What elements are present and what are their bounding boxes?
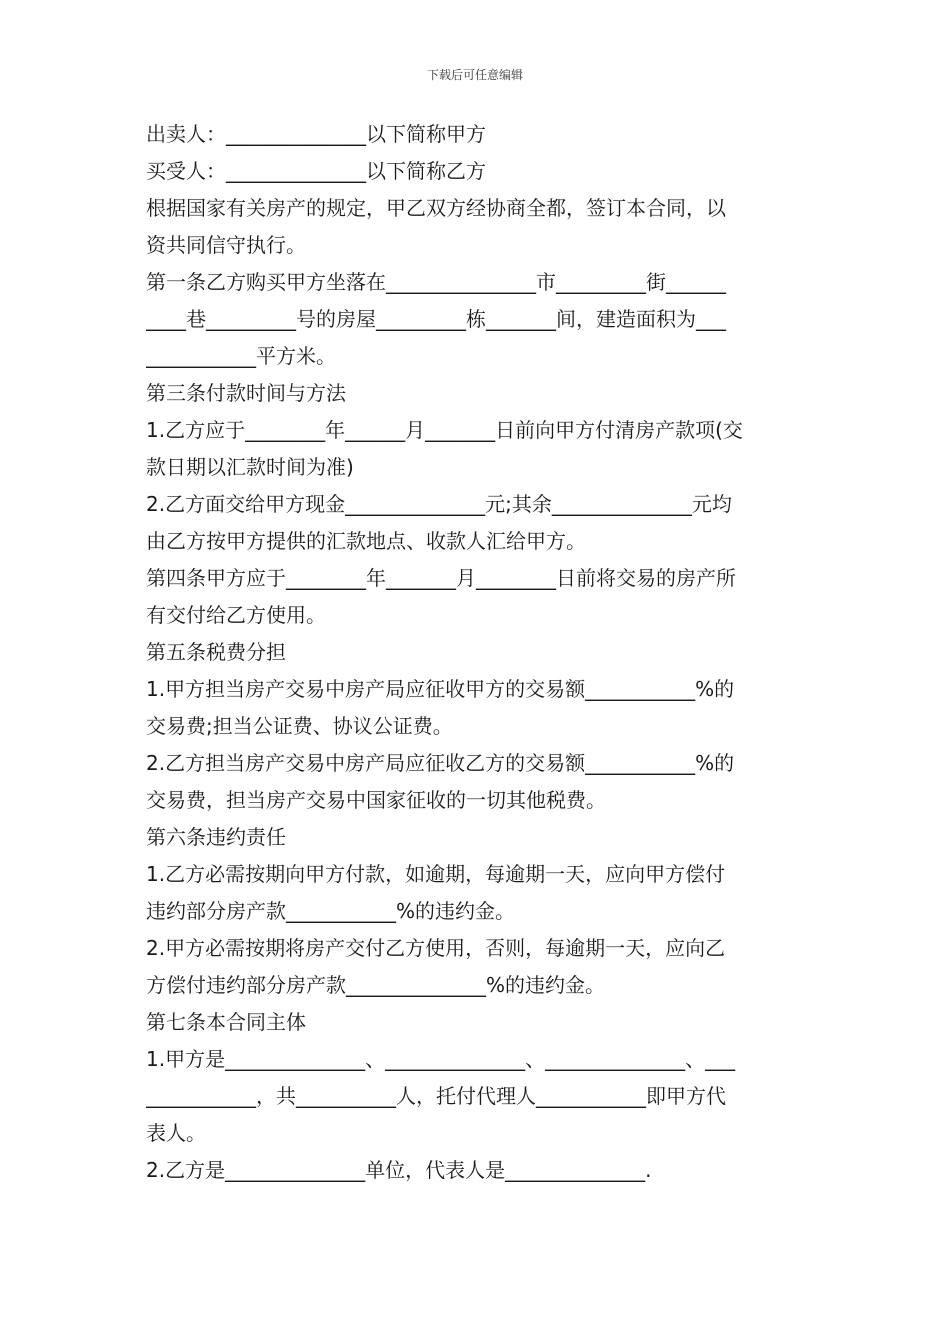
contract-line: 由乙方按甲方提供的汇款地点、收款人汇给甲方。: [146, 529, 586, 553]
contract-line: 表人。: [146, 1121, 206, 1145]
contract-line: 第六条违约责任: [146, 825, 286, 849]
contract-line: 资共同信守执行。: [146, 233, 306, 257]
contract-line: ___________平方米。: [146, 344, 336, 368]
contract-line: 第五条税费分担: [146, 640, 286, 664]
contract-line: 第四条甲方应于________年_______月________日前将交易的房产所: [146, 566, 736, 590]
contract-line: 2.甲方必需按期将房产交付乙方使用，否则，每逾期一天，应向乙: [146, 936, 726, 960]
contract-line: 1.甲方是______________、______________、______________、___: [146, 1047, 736, 1071]
contract-line: 违约部分房产款___________%的违约金。: [146, 899, 516, 923]
contract-line: 第一条乙方购买甲方坐落在_______________市_________街______: [146, 270, 726, 294]
contract-line: 2.乙方担当房产交易中房产局应征收乙方的交易额___________%的: [146, 751, 735, 775]
contract-line: ____巷_________号的房屋_________栋_______间，建造面积为___: [146, 307, 726, 331]
contract-line: 出卖人：______________以下简称甲方: [146, 122, 486, 146]
contract-line: 根据国家有关房产的规定，甲乙双方经协商全都，签订本合同，以: [146, 196, 726, 220]
contract-line: 1.甲方担当房产交易中房产局应征收甲方的交易额___________%的: [146, 677, 735, 701]
contract-line: 第七条本合同主体: [146, 1010, 306, 1034]
contract-line: 交易费;担当公证费、协议公证费。: [146, 714, 453, 738]
contract-line: 方偿付违约部分房产款______________%的违约金。: [146, 973, 606, 997]
contract-line: ___________，共__________人，托付代理人___________即甲方代: [146, 1084, 726, 1108]
contract-line: 2.乙方面交给甲方现金______________元;其余______________元均: [146, 492, 732, 516]
contract-line: 款日期以汇款时间为准): [146, 455, 354, 479]
contract-line: 有交付给乙方使用。: [146, 603, 326, 627]
contract-line: 买受人：______________以下简称乙方: [146, 159, 486, 183]
document-body: [146, 116, 808, 1189]
contract-line: 交易费，担当房产交易中国家征收的一切其他税费。: [146, 788, 606, 812]
page-header: 下载后可任意编辑: [426, 68, 523, 82]
contract-line: 1.乙方必需按期向甲方付款，如逾期，每逾期一天，应向甲方偿付: [146, 862, 726, 886]
contract-line: 第三条付款时间与方法: [146, 381, 346, 405]
contract-line: 1.乙方应于________年______月_______日前向甲方付清房产款项(交: [146, 418, 743, 442]
contract-line: 2.乙方是______________单位，代表人是______________.: [146, 1158, 652, 1182]
